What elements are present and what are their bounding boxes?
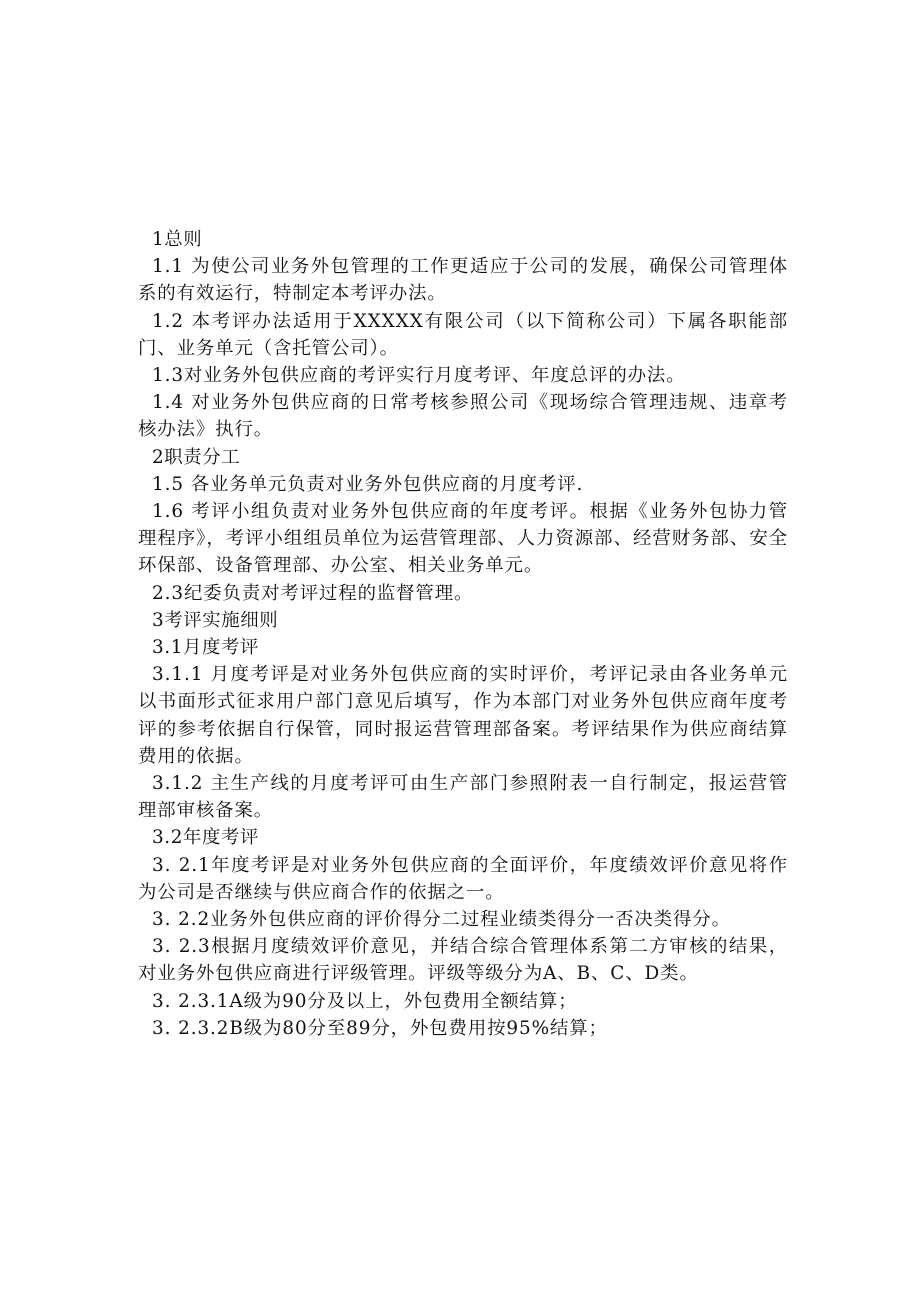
subsection-heading-3-2: 3.2年度考评 (152, 827, 260, 849)
paragraph-2-3: 2.3纪委负责对考评过程的监督管理。 (152, 582, 474, 604)
paragraph-3-2-2: 3. 2.2业务外包供应商的评价得分二过程业绩类得分一否决类得分。 (152, 909, 731, 931)
paragraph-1-3: 1.3对业务外包供应商的考评实行月度考评、年度总评的办法。 (152, 365, 686, 387)
paragraph-3-2-3-1: 3. 2.3.1A级为90分及以上，外包费用全额结算； (152, 990, 578, 1012)
paragraph-1-4: 1.4 对业务外包供应商的日常考核参照公司《现场综合管理违规、违章考核办法》执行。 (138, 392, 788, 441)
document-page (138, 226, 788, 1042)
section-heading-3: 3考评实施细则 (152, 609, 279, 631)
paragraph-1-2: 1.2 本考评办法适用于XXXXX有限公司（以下简称公司）下属各职能部门、业务单元（含托管公司）。 (138, 310, 788, 359)
paragraph-1-6: 1.6 考评小组负责对业务外包供应商的年度考评。根据《业务外包协力管理程序》，考评小组组员单位为运营管理部、人力资源部、经营财务部、安全环保部、设备管理部、办公室、相关业务单元。 (138, 501, 788, 577)
section-heading-1: 1总则 (152, 229, 203, 250)
paragraph-3-2-1: 3. 2.1年度考评是对业务外包供应商的全面评价，年度绩效评价意见将作为公司是否继续与供应商合作的依据之一。 (138, 854, 788, 903)
paragraph-3-1-1: 3.1.1 月度考评是对业务外包供应商的实时评价，考评记录由各业务单元以书面形式征求用户部门意见后填写，作为本部门对业务外包供应商年度考评的参考依据自行保管，同时报运营管理部备案。考评结果作为供应商结算费用的依据。 (138, 664, 788, 767)
paragraph-1-1: 1.1 为使公司业务外包管理的工作更适应于公司的发展，确保公司管理体系的有效运行，特制定本考评办法。 (138, 256, 788, 305)
paragraph-3-1-2: 3.1.2 主生产线的月度考评可由生产部门参照附表一自行制定，报运营管理部审核备案。 (138, 773, 788, 822)
section-heading-2: 2职责分工 (152, 446, 241, 468)
paragraph-3-2-3-2: 3. 2.3.2B级为80分至89分，外包费用按95%结算； (152, 1017, 608, 1039)
paragraph-3-2-3: 3. 2.3根据月度绩效评价意见，并结合综合管理体系第二方审核的结果，对业务外包供应商进行评级管理。评级等级分为A、B、C、D类。 (138, 936, 788, 985)
subsection-heading-3-1: 3.1月度考评 (152, 637, 260, 659)
paragraph-1-5: 1.5 各业务单元负责对业务外包供应商的月度考评. (152, 473, 584, 495)
